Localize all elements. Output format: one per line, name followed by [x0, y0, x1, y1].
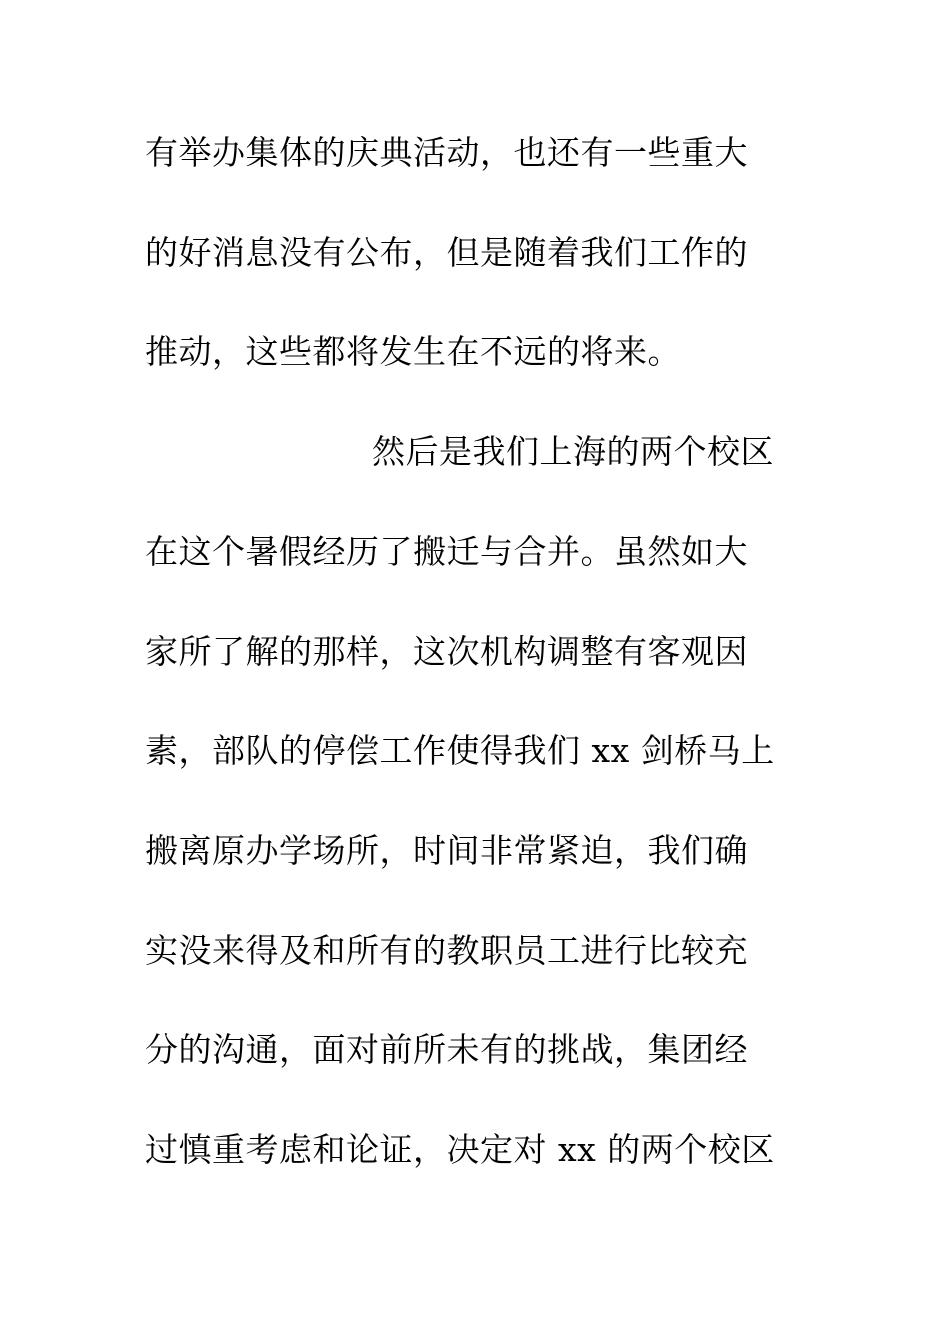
text-line-10: 分的沟通，面对前所未有的挑战，集团经: [145, 1030, 748, 1069]
text-line-4-indented: 然后是我们上海的两个校区: [372, 432, 774, 471]
text-line-3: 推动，这些都将发生在不远的将来。: [145, 332, 681, 371]
text-line-6: 家所了解的那样，这次机构调整有客观因: [145, 632, 748, 671]
text-line-5: 在这个暑假经历了搬迁与合并。虽然如大: [145, 532, 748, 571]
text-line-8: 搬离原办学场所，时间非常紧迫，我们确: [145, 831, 748, 870]
text-line-7: 素，部队的停偿工作使得我们 xx 剑桥马上: [145, 731, 775, 770]
text-line-9: 实没来得及和所有的教职员工进行比较充: [145, 931, 748, 970]
text-line-11: 过慎重考虑和论证，决定对 xx 的两个校区: [145, 1130, 775, 1169]
text-line-2: 的好消息没有公布，但是随着我们工作的: [145, 233, 748, 272]
text-line-1: 有举办集体的庆典活动，也还有一些重大: [145, 133, 748, 172]
